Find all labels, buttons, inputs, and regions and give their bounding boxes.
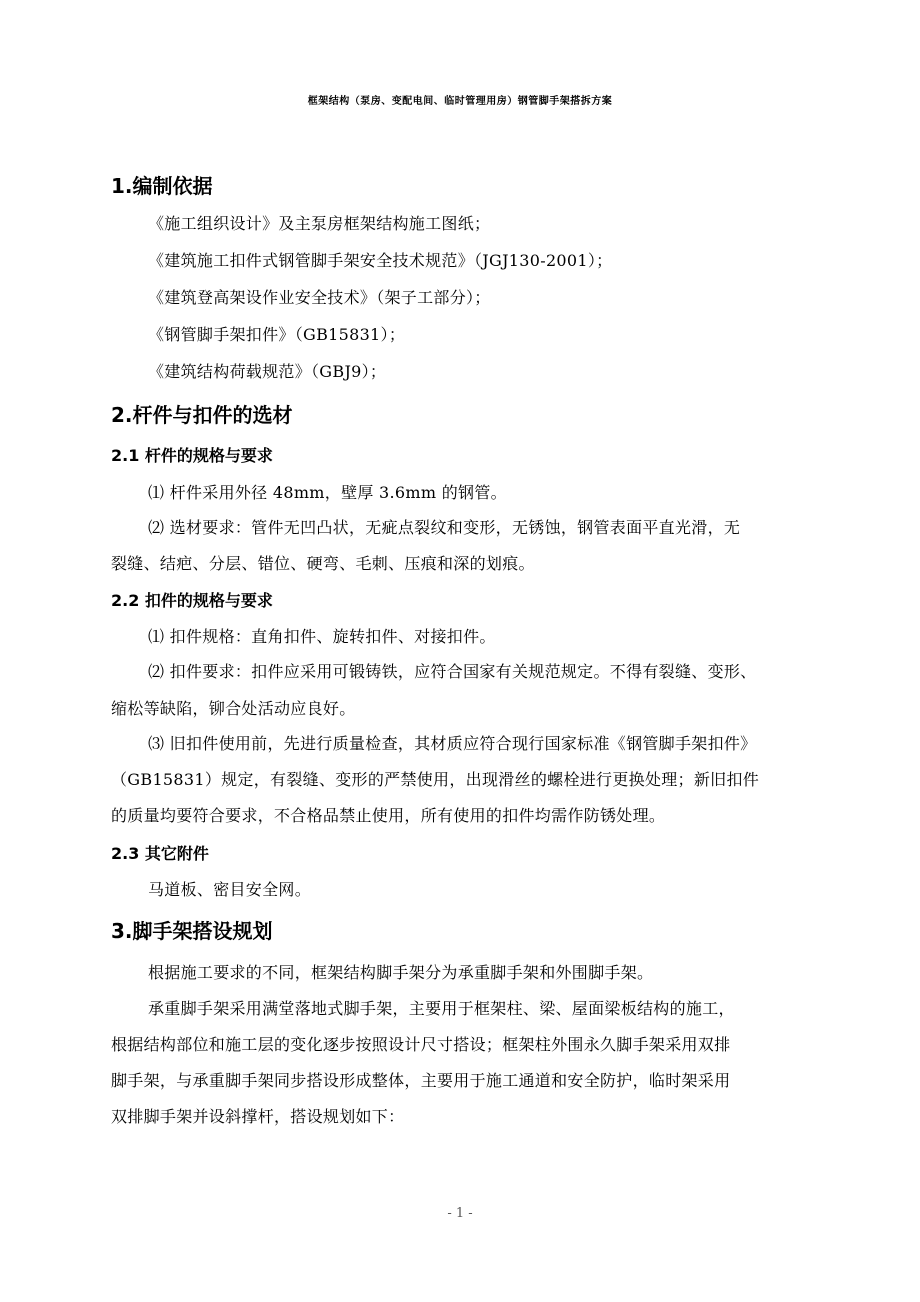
section-3-heading: 3.脚手架搭设规划 [111,919,273,943]
paragraph-continuation: 裂缝、结疤、分层、错位、硬弯、毛刺、压痕和深的划痕。 [111,554,535,573]
paragraph: ⑵ 扣件要求：扣件应采用可锻铸铁，应符合国家有关规范规定。不得有裂缝、变形、 [148,662,757,681]
paragraph-continuation: 双排脚手架并设斜撑杆，搭设规划如下： [111,1107,405,1126]
paragraph-continuation: 的质量均要符合要求，不合格品禁止使用，所有使用的扣件均需作防锈处理。 [111,806,666,825]
reference-item: 《建筑施工扣件式钢管脚手架安全技术规范》（JGJ130-2001）； [148,251,613,270]
paragraph: ⑴ 杆件采用外径 48mm，壁厚 3.6mm 的钢管。 [148,483,507,502]
section-2-3-heading: 2.3 其它附件 [111,844,209,863]
paragraph: 承重脚手架采用满堂落地式脚手架，主要用于框架柱、梁、屋面梁板结构的施工， [148,999,735,1018]
paragraph-continuation: 脚手架，与承重脚手架同步搭设形成整体，主要用于施工通道和安全防护，临时架采用 [111,1071,731,1090]
paragraph-continuation: 缩松等缺陷，铆合处活动应良好。 [111,699,356,718]
section-2-2-heading: 2.2 扣件的规格与要求 [111,591,273,610]
section-2-1-heading: 2.1 杆件的规格与要求 [111,446,273,465]
reference-item: 《建筑结构荷载规范》（GBJ9）； [148,362,387,381]
paragraph-continuation: 根据结构部位和施工层的变化逐步按照设计尺寸搭设；框架柱外围永久脚手架采用双排 [111,1035,731,1054]
paragraph: ⑵ 选材要求：管件无凹凸状，无疵点裂纹和变形，无锈蚀，钢管表面平直光滑，无 [148,518,741,537]
paragraph: ⑴ 扣件规格：直角扣件、旋转扣件、对接扣件。 [148,627,496,646]
reference-item: 《施工组织设计》及主泵房框架结构施工图纸； [148,214,491,233]
section-1-heading: 1.编制依据 [111,174,213,198]
document-title: 框架结构（泵房、变配电间、临时管理用房）钢管脚手架搭拆方案 [307,96,613,107]
reference-item: 《建筑登高架设作业安全技术》（架子工部分）； [148,288,491,307]
paragraph: 根据施工要求的不同，框架结构脚手架分为承重脚手架和外围脚手架。 [148,963,654,982]
paragraph: ⑶ 旧扣件使用前，先进行质量检查，其材质应符合现行国家标准《钢管脚手架扣件》 [148,734,757,753]
page-number: - 1 - [447,1206,473,1221]
paragraph: 马道板、密目安全网。 [148,880,312,899]
reference-item: 《钢管脚手架扣件》（GB15831）； [148,325,406,344]
section-2-heading: 2.杆件与扣件的选材 [111,403,293,427]
paragraph-continuation: （GB15831）规定，有裂缝、变形的严禁使用，出现滑丝的螺栓进行更换处理；新旧扣件 [111,770,760,789]
